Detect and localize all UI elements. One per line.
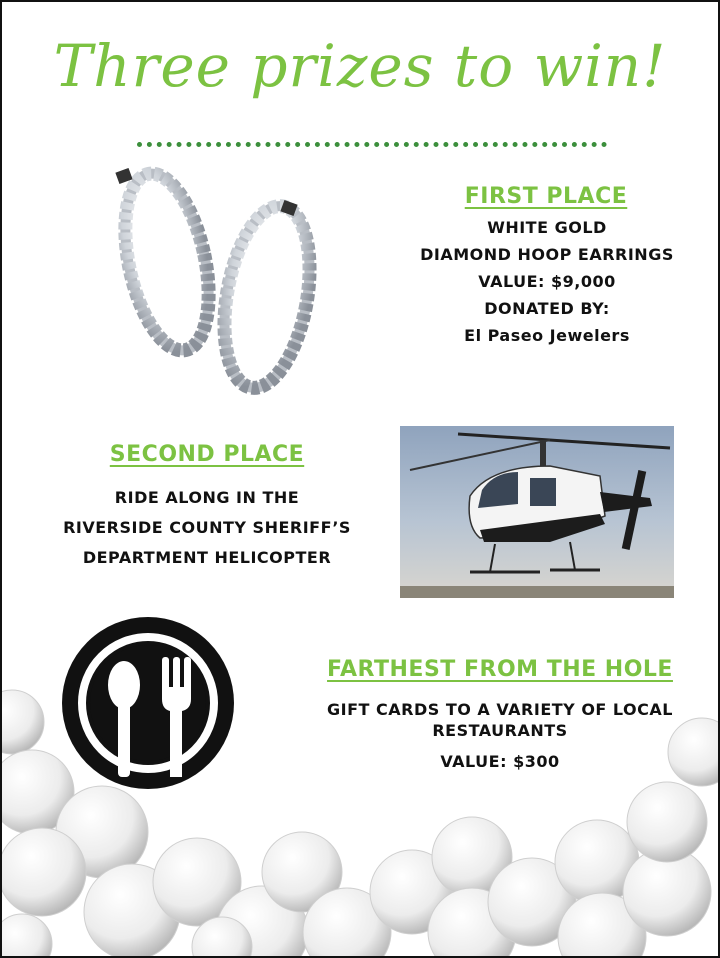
second-place-line-3: DEPARTMENT HELICOPTER — [82, 548, 332, 567]
second-place-line-1: RIDE ALONG IN THE — [114, 488, 300, 507]
third-place-heading: FARTHEST FROM THE HOLE — [327, 657, 673, 682]
first-place-heading: FIRST PLACE — [464, 184, 628, 209]
second-place-line-2: RIVERSIDE COUNTY SHERIFF’S — [63, 518, 351, 537]
first-place-line-1: WHITE GOLD — [487, 218, 607, 237]
second-place-heading: SECOND PLACE — [109, 442, 305, 467]
diamond-hoop-earrings-image — [97, 162, 337, 402]
first-place-donated-label: DONATED BY: — [484, 299, 610, 318]
third-place-line-1: GIFT CARDS TO A VARIETY OF LOCAL — [327, 700, 673, 719]
third-place-line-2: RESTAURANTS — [432, 721, 568, 740]
helicopter-photo — [400, 426, 674, 598]
first-place-line-2: DIAMOND HOOP EARRINGS — [420, 245, 674, 264]
first-place-value: VALUE: $9,000 — [478, 272, 616, 291]
dotted-divider — [137, 142, 607, 153]
page-title: Three prizes to win! — [53, 32, 667, 100]
third-place-value: VALUE: $300 — [440, 752, 560, 771]
first-place-donor: El Paseo Jewelers — [464, 326, 630, 345]
